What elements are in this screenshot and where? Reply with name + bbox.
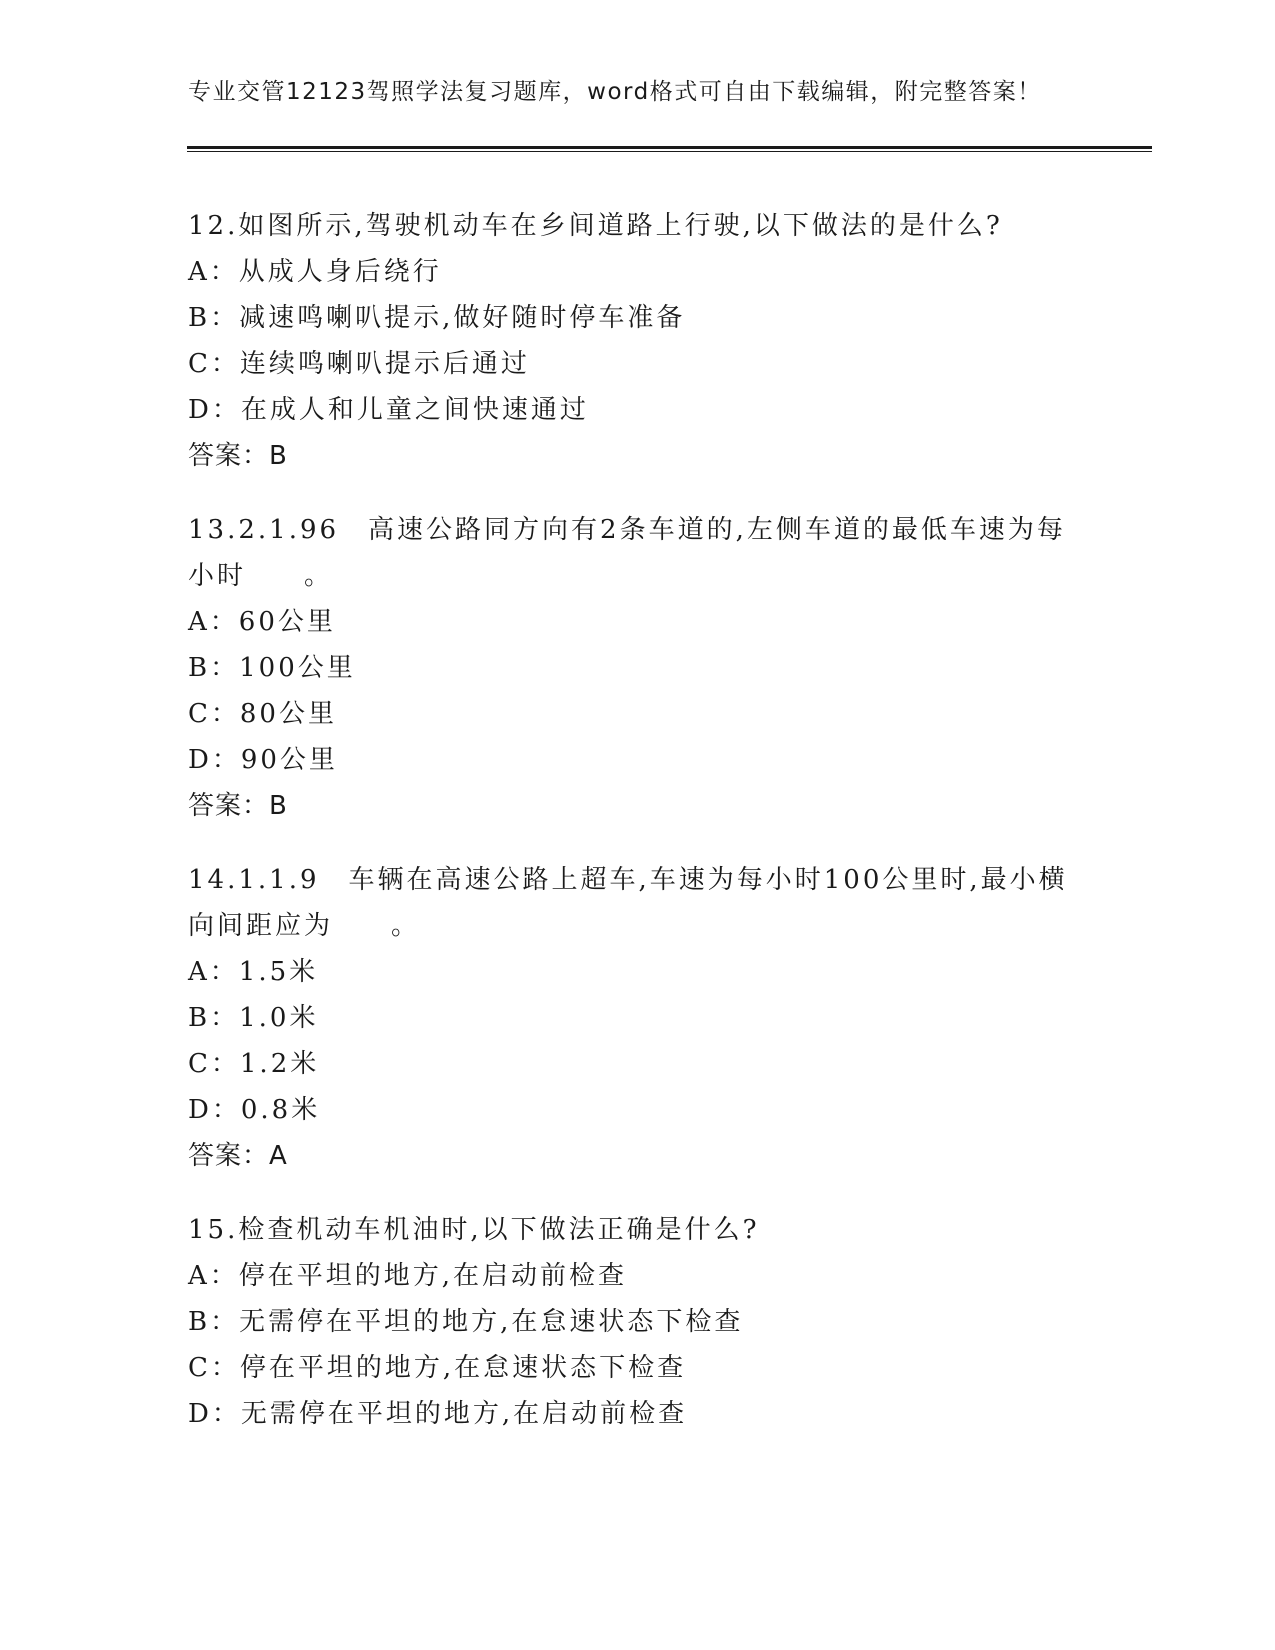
question-list xyxy=(188,203,1088,1465)
page-header: 专业交管12123驾照学法复习题库，word格式可自由下载编辑，附完整答案！ xyxy=(188,79,1042,105)
option-d: D：在成人和儿童之间快速通过 xyxy=(188,395,589,425)
question-stem: 12.如图所示,驾驶机动车在乡间道路上行驶,以下做法的是什么? xyxy=(188,211,1003,241)
header-rule-thin xyxy=(187,151,1152,152)
option-b: B：无需停在平坦的地方,在怠速状态下检查 xyxy=(188,1307,744,1337)
option-a: A：停在平坦的地方,在启动前检查 xyxy=(188,1261,628,1291)
question-stem: 15.检查机动车机油时,以下做法正确是什么? xyxy=(188,1215,760,1245)
option-b: B：1.0米 xyxy=(188,1003,319,1033)
question-12 xyxy=(188,203,1088,479)
option-a: A：60公里 xyxy=(188,607,336,637)
option-a: A：1.5米 xyxy=(188,957,319,987)
header-rule-thick xyxy=(187,146,1152,149)
option-b: B：100公里 xyxy=(188,653,356,683)
answer-line: 答案：B xyxy=(188,791,288,821)
question-14 xyxy=(188,857,1088,1179)
option-d: D：0.8米 xyxy=(188,1095,321,1125)
question-13 xyxy=(188,507,1088,829)
option-d: D：90公里 xyxy=(188,745,338,775)
option-d: D：无需停在平坦的地方,在启动前检查 xyxy=(188,1399,688,1429)
option-c: C：连续鸣喇叭提示后通过 xyxy=(188,349,530,379)
answer-line: 答案：B xyxy=(188,441,288,471)
option-c: C：80公里 xyxy=(188,699,337,729)
option-c: C：1.2米 xyxy=(188,1049,320,1079)
answer-line: 答案：A xyxy=(188,1141,288,1171)
option-b: B：减速鸣喇叭提示,做好随时停车准备 xyxy=(188,303,686,333)
question-stem: 13.2.1.96 高速公路同方向有2条车道的,左侧车道的最低车速为每小时 。 xyxy=(188,515,1066,591)
option-a: A：从成人身后绕行 xyxy=(188,257,442,287)
question-stem: 14.1.1.9 车辆在高速公路上超车,车速为每小时100公里时,最小横向间距应为 。 xyxy=(188,865,1068,941)
question-15 xyxy=(188,1207,1088,1437)
option-c: C：停在平坦的地方,在怠速状态下检查 xyxy=(188,1353,687,1383)
